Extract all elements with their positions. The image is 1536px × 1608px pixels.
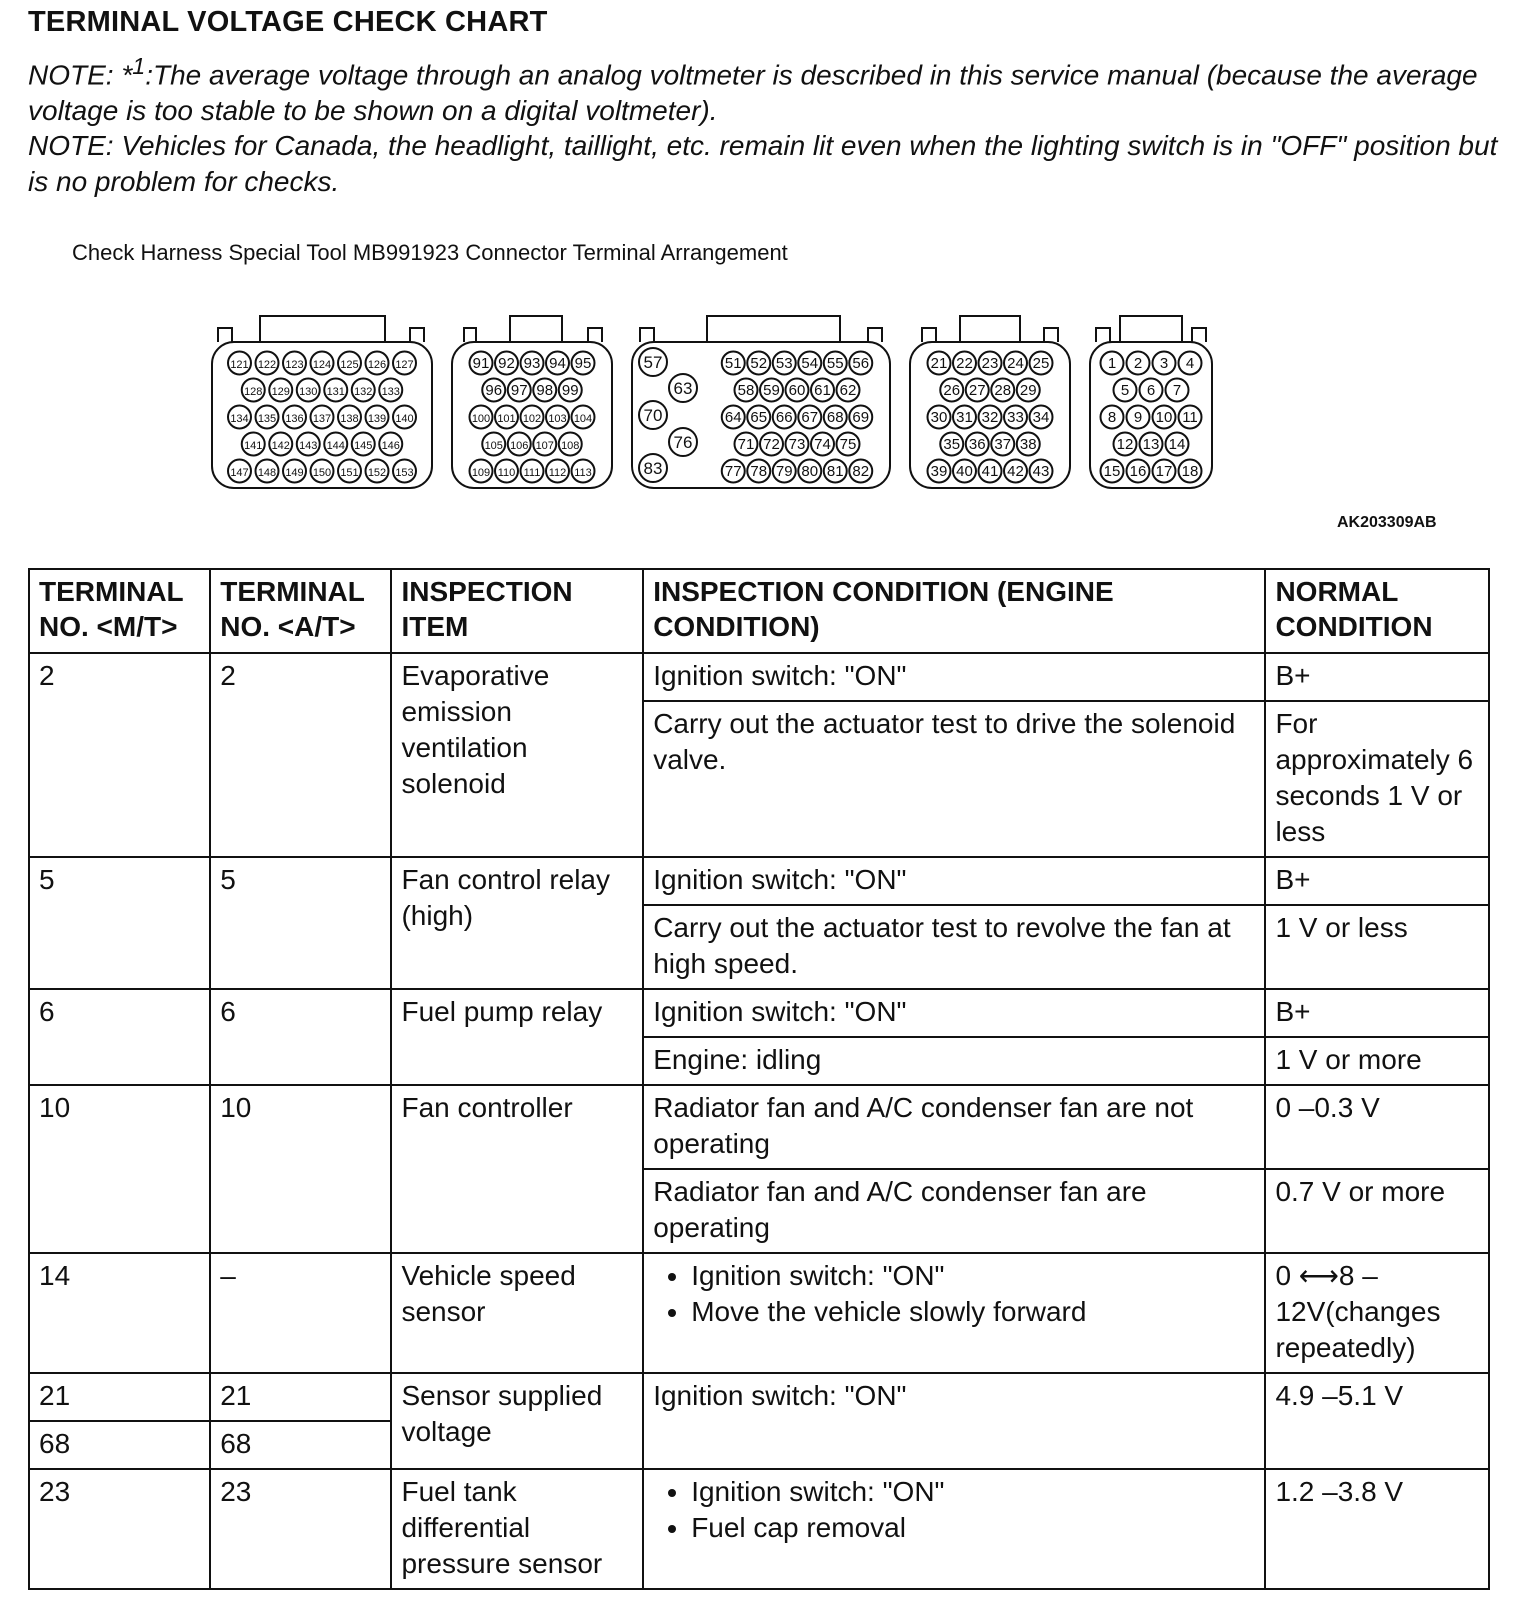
terminal-label: 83 (643, 459, 663, 478)
normal-condition: For approximately 6 seconds 1 V or less (1265, 701, 1489, 857)
terminal-label: 34 (1032, 409, 1050, 426)
connector-terminal-diagram (0, 300, 1536, 500)
normal-condition: 1 V or more (1265, 1037, 1489, 1085)
terminal-at: 23 (210, 1469, 391, 1589)
terminal-label: 77 (724, 463, 742, 480)
terminal-label: 139 (367, 413, 387, 425)
terminal-label: 105 (484, 440, 503, 452)
footnote-marker: 1 (132, 53, 146, 79)
terminal-label: 40 (956, 463, 973, 480)
terminal-label: 38 (1019, 436, 1037, 453)
terminal-label: 94 (549, 355, 566, 372)
terminal-label: 106 (510, 440, 529, 452)
terminal-label: 60 (788, 382, 806, 399)
terminal-voltage-table (28, 568, 1490, 1590)
terminal-label: 98 (536, 382, 554, 399)
terminal-label: 79 (775, 463, 793, 480)
inspection-item: Fan control relay (high) (391, 857, 643, 989)
table-row (29, 1253, 1489, 1373)
inspection-item: Sensor supplied voltage (391, 1373, 643, 1469)
connector-tab (1096, 328, 1110, 342)
terminal-label: 136 (285, 413, 304, 425)
terminal-label: 55 (826, 355, 844, 372)
connector-shell (707, 316, 840, 342)
terminal-label: 7 (1172, 382, 1182, 399)
terminal-mt: 6 (29, 989, 210, 1085)
terminal-at: 6 (210, 989, 391, 1085)
terminal-label: 5 (1120, 382, 1130, 399)
terminal-label: 65 (750, 409, 768, 426)
terminal-label: 135 (257, 413, 277, 425)
terminal-label: 112 (548, 467, 567, 479)
note-canada-lighting: NOTE: Vehicles for Canada, the headlight, taillight, etc. remain lit even when the lighting switch is in "OFF" position but is no problem for checks. (28, 130, 1498, 197)
terminal-label: 81 (826, 463, 844, 480)
terminal-label: 12 (1116, 436, 1134, 453)
terminal-label: 10 (1155, 409, 1173, 426)
terminal-label: 43 (1032, 463, 1050, 480)
terminal-label: 61 (814, 382, 831, 399)
terminal-label: 131 (326, 386, 345, 398)
terminal-label: 140 (395, 413, 414, 425)
terminal-label: 111 (523, 467, 541, 479)
condition-bullet: • Ignition switch: "ON" (691, 1474, 1256, 1510)
terminal-label: 29 (1019, 382, 1037, 399)
terminal-label: 96 (485, 382, 503, 399)
terminal-label: 33 (1007, 409, 1024, 426)
header-terminal-at: TERMINAL NO. <A/T> (210, 569, 391, 653)
terminal-label: 32 (981, 409, 999, 426)
terminal-label: 70 (643, 406, 663, 425)
normal-condition: 4.9 –5.1 V (1265, 1373, 1489, 1469)
inspection-item: Fan controller (391, 1085, 643, 1253)
terminal-label: 101 (497, 413, 516, 425)
terminal-label: 28 (994, 382, 1012, 399)
terminal-label: 121 (230, 359, 249, 371)
terminal-label: 36 (968, 436, 986, 453)
terminal-label: 147 (230, 467, 249, 479)
terminal-label: 24 (1007, 355, 1024, 372)
terminal-label: 14 (1168, 436, 1186, 453)
terminal-label: 31 (956, 409, 973, 426)
terminal-label: 152 (367, 467, 387, 479)
terminal-label: 17 (1155, 463, 1173, 480)
terminal-label: 6 (1146, 382, 1156, 399)
normal-condition: 0 ⟷8 –12V(changes repeatedly) (1265, 1253, 1489, 1373)
terminal-label: 68 (826, 409, 844, 426)
terminal-label: 97 (510, 382, 528, 399)
terminal-label: 108 (561, 440, 580, 452)
terminal-label: 148 (257, 467, 277, 479)
terminal-at: – (210, 1253, 391, 1373)
terminal-label: 103 (548, 413, 567, 425)
inspection-condition: Radiator fan and A/C condenser fan are operating (643, 1169, 1265, 1253)
terminal-label: 30 (930, 409, 948, 426)
terminal-label: 142 (271, 440, 290, 452)
terminal-label: 82 (852, 463, 870, 480)
connector-shell (960, 316, 1020, 342)
inspection-condition (643, 1469, 1265, 1589)
connector-tab (868, 328, 882, 342)
terminal-label: 63 (673, 379, 693, 398)
terminal-label: 141 (244, 440, 263, 452)
terminal-label: 137 (312, 413, 332, 425)
terminal-label: 41 (981, 463, 999, 480)
terminal-label: 37 (994, 436, 1012, 453)
terminal-label: 113 (574, 467, 592, 479)
note-analog-voltmeter: NOTE: *$^1$:The average voltage through an analog voltmeter is described in this service manual (because the average voltage is too stable to be shown on a digital voltmeter). (28, 53, 1478, 127)
table-row (29, 653, 1489, 701)
terminal-label: 143 (299, 440, 318, 452)
terminal-mt: 10 (29, 1085, 210, 1253)
inspection-item: Evaporative emission ventilation solenoid (391, 653, 643, 857)
terminal-mt: 23 (29, 1469, 210, 1589)
terminal-label: 42 (1007, 463, 1024, 480)
terminal-label: 102 (522, 413, 542, 425)
inspection-item: Fuel tank differential pressure sensor (391, 1469, 643, 1589)
terminal-label: 110 (497, 467, 516, 479)
inspection-condition: Ignition switch: "ON" (643, 1373, 1265, 1469)
condition-bullet: • Move the vehicle slowly forward (691, 1294, 1256, 1330)
terminal-label: 149 (285, 467, 304, 479)
terminal-label: 78 (750, 463, 768, 480)
terminal-at: 2 (210, 653, 391, 857)
figure-code: AK203309AB (1337, 514, 1437, 531)
terminal-label: 15 (1103, 463, 1121, 480)
terminal-label: 150 (312, 467, 332, 479)
inspection-item: Fuel pump relay (391, 989, 643, 1085)
terminal-label: 59 (763, 382, 780, 399)
terminal-label: 23 (981, 355, 999, 372)
terminal-label: 95 (574, 355, 592, 372)
terminal-label: 69 (852, 409, 870, 426)
terminal-label: 127 (395, 359, 414, 371)
header-normal-condition: NORMAL CONDITION (1265, 569, 1489, 653)
terminal-at: 21 (210, 1373, 391, 1421)
terminal-label: 26 (943, 382, 961, 399)
terminal-label: 52 (750, 355, 768, 372)
connector-tab (640, 328, 654, 342)
terminal-label: 73 (788, 436, 806, 453)
terminal-at: 68 (210, 1421, 391, 1469)
terminal-label: 132 (354, 386, 373, 398)
terminal-label: 4 (1185, 355, 1195, 372)
normal-condition: 0.7 V or more (1265, 1169, 1489, 1253)
normal-condition: B+ (1265, 989, 1489, 1037)
terminal-label: 54 (801, 355, 819, 372)
terminal-label: 71 (737, 436, 755, 453)
table-row (29, 1373, 1489, 1421)
table-row (29, 1085, 1489, 1169)
diagram-caption: Check Harness Special Tool MB991923 Connector Terminal Arrangement (72, 240, 788, 265)
terminal-mt: 5 (29, 857, 210, 989)
terminal-label: 125 (340, 359, 359, 371)
terminal-label: 51 (724, 355, 742, 372)
terminal-label: 21 (930, 355, 948, 372)
inspection-condition: Engine: idling (643, 1037, 1265, 1085)
terminal-label: 62 (839, 382, 857, 399)
terminal-label: 92 (498, 355, 515, 372)
terminal-mt: 68 (29, 1421, 210, 1469)
terminal-at: 5 (210, 857, 391, 989)
terminal-label: 1 (1107, 355, 1117, 372)
terminal-label: 13 (1142, 436, 1160, 453)
inspection-condition: Ignition switch: "ON" (643, 653, 1265, 701)
terminal-label: 122 (257, 359, 277, 371)
terminal-label: 93 (523, 355, 541, 372)
connector-shell (260, 316, 385, 342)
terminal-label: 22 (956, 355, 973, 372)
connector-tab (218, 328, 232, 342)
terminal-label: 8 (1107, 409, 1117, 426)
table-row (29, 857, 1489, 905)
connector-tab (410, 328, 424, 342)
terminal-label: 11 (1182, 409, 1198, 426)
connector-tab (1044, 328, 1058, 342)
table-row (29, 1469, 1489, 1589)
terminal-label: 18 (1181, 463, 1199, 480)
terminal-label: 123 (285, 359, 304, 371)
terminal-label: 74 (814, 436, 831, 453)
table-header-row (29, 569, 1489, 653)
connector-shell (1120, 316, 1182, 342)
terminal-label: 129 (271, 386, 290, 398)
normal-condition: 0 –0.3 V (1265, 1085, 1489, 1169)
page-title: TERMINAL VOLTAGE CHECK CHART (28, 6, 548, 38)
terminal-label: 109 (471, 467, 491, 479)
inspection-condition: Ignition switch: "ON" (643, 989, 1265, 1037)
normal-condition: 1.2 –3.8 V (1265, 1469, 1489, 1589)
terminal-label: 151 (340, 467, 359, 479)
terminal-label: 64 (724, 409, 742, 426)
terminal-label: 153 (395, 467, 414, 479)
terminal-label: 133 (381, 386, 400, 398)
header-terminal-mt: TERMINAL NO. <M/T> (29, 569, 210, 653)
terminal-mt: 21 (29, 1373, 210, 1421)
terminal-label: 146 (381, 440, 400, 452)
terminal-mt: 14 (29, 1253, 210, 1373)
terminal-label: 53 (775, 355, 793, 372)
terminal-label: 72 (763, 436, 780, 453)
terminal-label: 75 (839, 436, 857, 453)
terminal-label: 2 (1133, 355, 1143, 372)
connector-tab (588, 328, 602, 342)
terminal-mt: 2 (29, 653, 210, 857)
header-inspection-item: INSPECTION ITEM (391, 569, 643, 653)
terminal-label: 128 (244, 386, 263, 398)
terminal-label: 56 (852, 355, 870, 372)
terminal-label: 100 (471, 413, 491, 425)
terminal-label: 67 (801, 409, 819, 426)
terminal-label: 145 (354, 440, 373, 452)
terminal-label: 124 (312, 359, 332, 371)
terminal-label: 58 (737, 382, 755, 399)
terminal-label: 130 (299, 386, 318, 398)
connector-tab (922, 328, 936, 342)
condition-bullet: • Ignition switch: "ON" (691, 1258, 1256, 1294)
normal-condition: 1 V or less (1265, 905, 1489, 989)
inspection-condition: Carry out the actuator test to revolve the fan at high speed. (643, 905, 1265, 989)
terminal-label: 57 (643, 353, 663, 372)
terminal-label: 138 (340, 413, 359, 425)
terminal-label: 107 (535, 440, 554, 452)
header-inspection-condition: INSPECTION CONDITION (ENGINE CONDITION) (643, 569, 1265, 653)
table-row (29, 989, 1489, 1037)
terminal-label: 16 (1129, 463, 1147, 480)
condition-bullet: • Fuel cap removal (691, 1510, 1256, 1546)
connector-tab (1192, 328, 1206, 342)
terminal-label: 3 (1159, 355, 1169, 372)
terminal-label: 104 (573, 413, 593, 425)
inspection-condition: Radiator fan and A/C condenser fan are not operating (643, 1085, 1265, 1169)
terminal-label: 27 (968, 382, 986, 399)
terminal-at: 10 (210, 1085, 391, 1253)
terminal-label: 134 (230, 413, 249, 425)
inspection-condition (643, 1253, 1265, 1373)
normal-condition: B+ (1265, 653, 1489, 701)
terminal-label: 66 (775, 409, 793, 426)
terminal-label: 39 (930, 463, 948, 480)
terminal-label: 76 (673, 433, 693, 452)
normal-condition: B+ (1265, 857, 1489, 905)
terminal-label: 126 (367, 359, 387, 371)
terminal-label: 80 (801, 463, 819, 480)
inspection-condition: Carry out the actuator test to drive the solenoid valve. (643, 701, 1265, 857)
terminal-label: 99 (561, 382, 579, 399)
terminal-label: 35 (943, 436, 961, 453)
terminal-label: 144 (326, 440, 345, 452)
connector-tab (464, 328, 476, 342)
inspection-condition: Ignition switch: "ON" (643, 857, 1265, 905)
terminal-label: 91 (472, 355, 490, 372)
terminal-label: 9 (1133, 409, 1143, 426)
inspection-item: Vehicle speed sensor (391, 1253, 643, 1373)
connector-shell (510, 316, 562, 342)
terminal-label: 25 (1032, 355, 1050, 372)
